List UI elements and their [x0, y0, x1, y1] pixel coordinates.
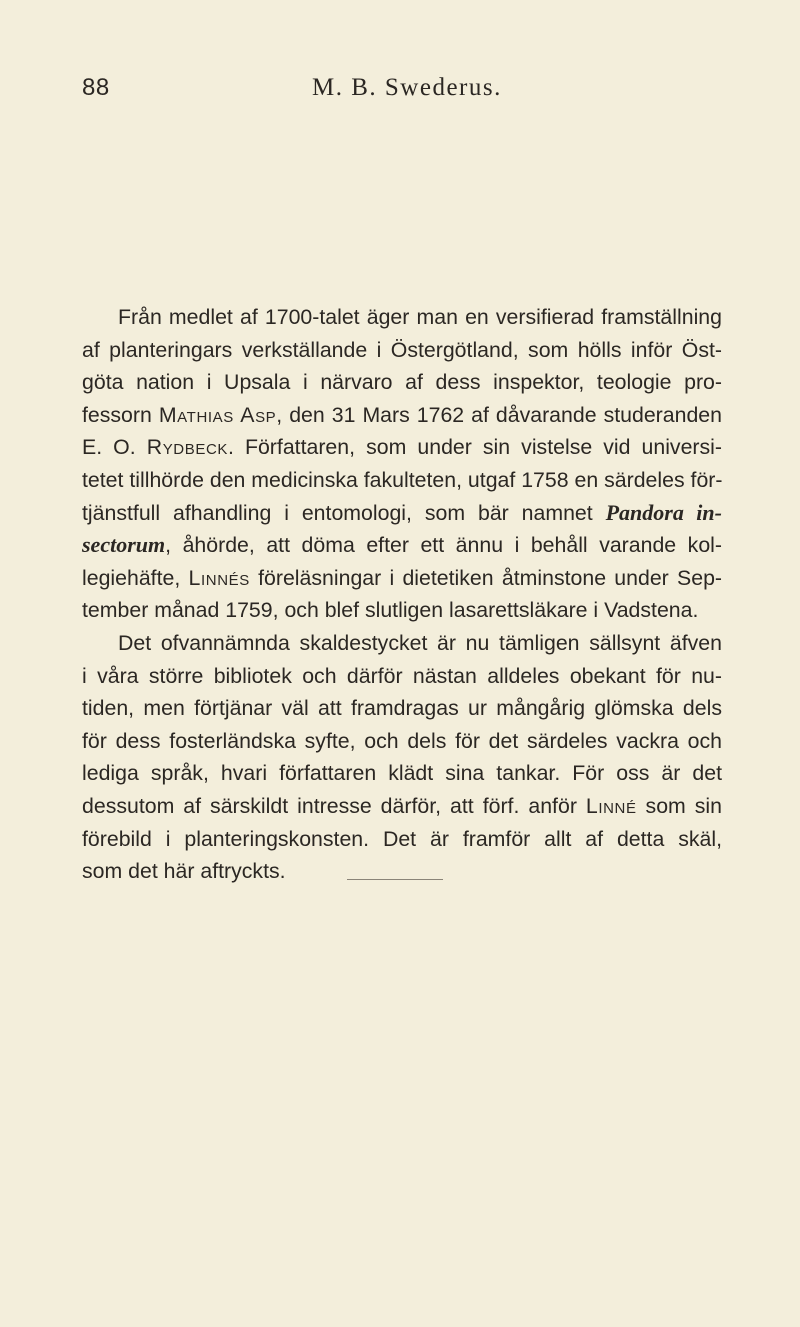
person-name: Mathias Asp: [158, 402, 277, 427]
text-line: för dess fosterländska syfte, och dels för det särdeles vackra och: [82, 728, 722, 753]
person-name: Rydbeck: [146, 435, 228, 460]
text-line: i våra större bibliotek och därför nästan alldeles obekant för nu-: [82, 663, 722, 688]
text-line: Det ofvannämnda skaldestycket är nu tämligen sällsynt äfven: [118, 630, 722, 655]
text-line: dessutom af särskildt intresse därför, att förf. anför Linné som sin: [82, 793, 722, 818]
text-line: E. O. Rydbeck. Författaren, som under sin vistelse vid universi-: [82, 435, 722, 460]
text-line: legiehäfte, Linnés föreläsningar i dietetiken åtminstone under Sep-: [82, 565, 723, 590]
page-header: [82, 74, 722, 108]
work-title: Pandora in-: [605, 499, 722, 525]
person-name: Linnés: [188, 565, 250, 590]
page-number: 88: [82, 74, 110, 101]
work-title: sectorum: [82, 532, 166, 558]
running-head: M. B. Swederus.: [312, 74, 502, 101]
text-line: sectorum, åhörde, att döma efter ett ännu i behåll varande kol-: [82, 532, 722, 558]
text-line: Från medlet af 1700-talet äger man en versifierad framställning: [118, 305, 722, 329]
text-line: som det här aftryckts.: [82, 859, 286, 884]
text-line: tiden, men förtjänar väl att framdragas ur mångårig glömska dels: [82, 696, 722, 721]
person-name: Linné: [585, 793, 637, 818]
text-line: förebild i planteringskonsten. Det är framför allt af detta skäl,: [82, 826, 722, 851]
text-line: tetet tillhörde den medicinska fakulteten, utgaf 1758 en särdeles för-: [82, 467, 723, 492]
text-line: göta nation i Upsala i närvaro af dess inspektor, teologie pro-: [82, 370, 722, 395]
section-divider: [347, 879, 443, 880]
text-line: lediga språk, hvari författaren klädt sina tankar. För oss är det: [82, 761, 722, 786]
text-line: af planteringars verkställande i Östergötland, som hölls inför Öst-: [82, 337, 722, 362]
text-line: tjänstfull afhandling i entomologi, som bär namnet Pandora in-: [82, 499, 722, 525]
text-line: fessorn Mathias Asp, den 31 Mars 1762 af dåvarande studeranden: [82, 402, 722, 427]
body-text: [82, 301, 722, 888]
text-line: tember månad 1759, och blef slutligen lasarettsläkare i Vadstena.: [82, 598, 699, 623]
